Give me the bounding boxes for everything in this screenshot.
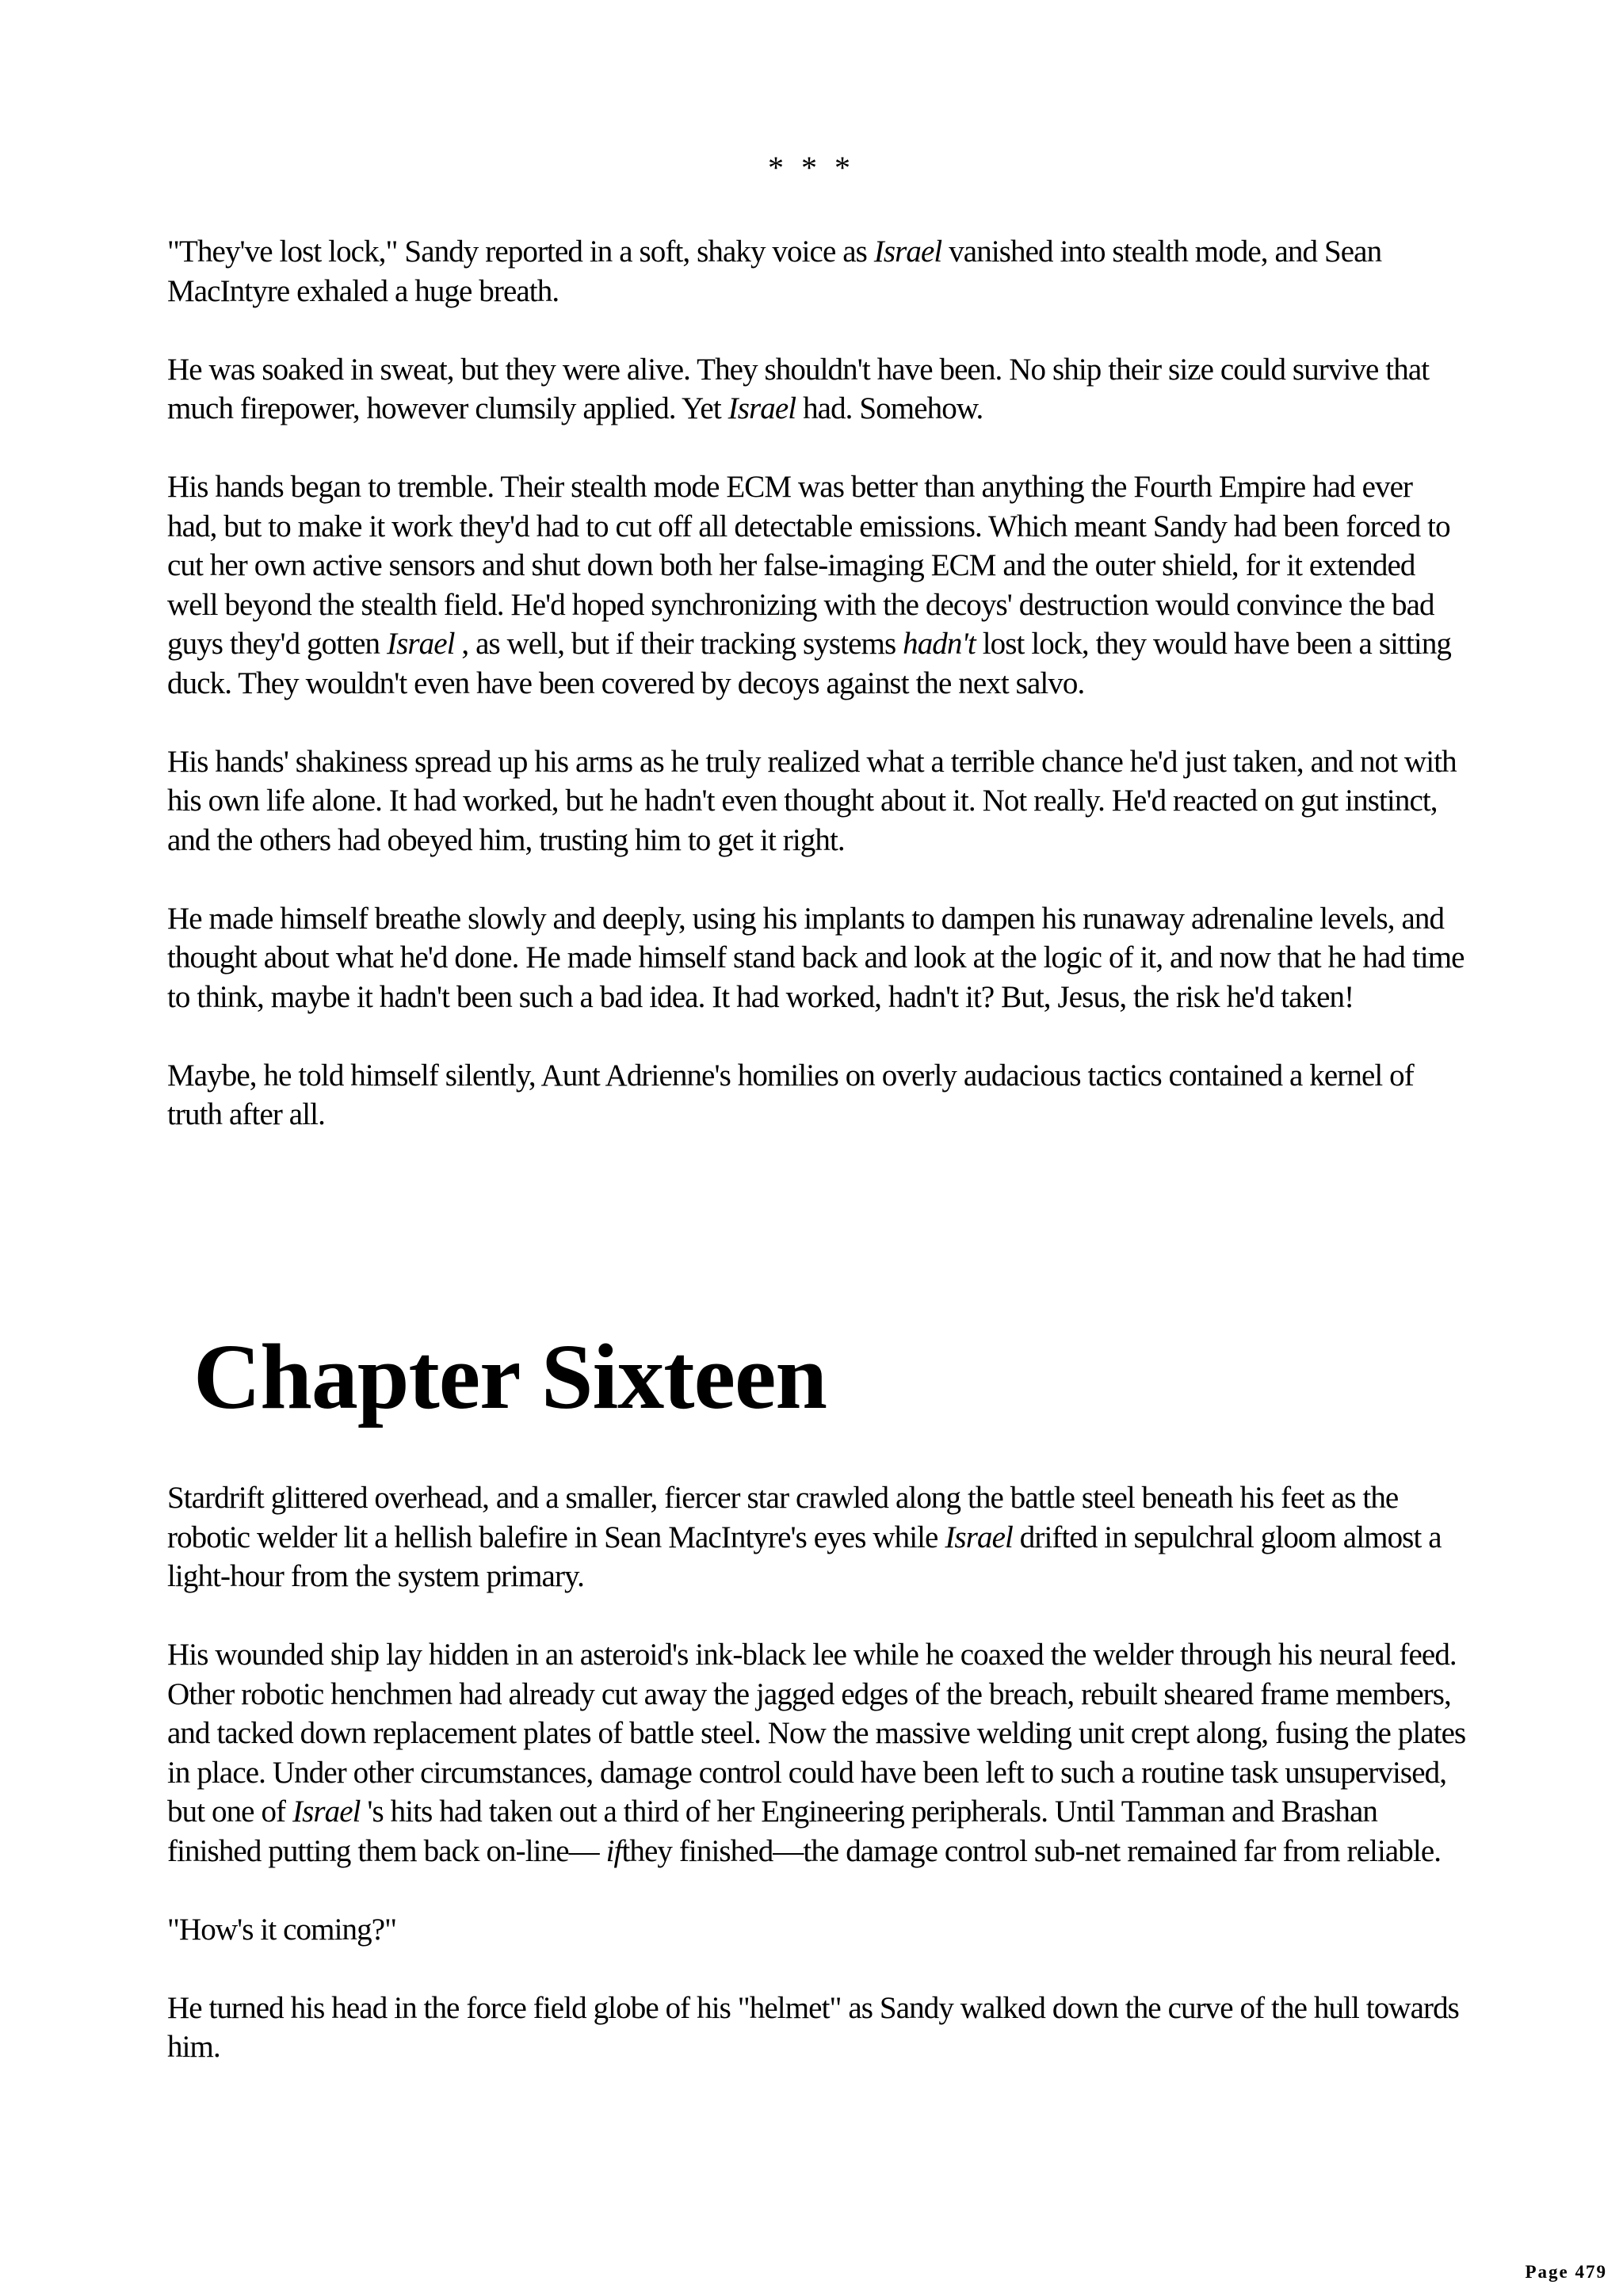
- paragraph: "How's it coming?": [167, 1912, 397, 1947]
- body-text-before-chapter: [167, 232, 1467, 1135]
- body-text-after-chapter: [167, 1478, 1467, 2067]
- paragraph: He made himself breathe slowly and deeply, using his implants to dampen his runaway adrenaline levels, and thought about what he'd done. He made himself stand back and look at the logic of it, and now that he had time to think, maybe it hadn't been such a bad idea. It had worked, hadn't it? But, Jesus, the risk he'd taken!: [167, 901, 1465, 1014]
- paragraph: "They've lost lock," Sandy reported in a soft, shaky voice as Israel vanished into stealth mode, and Sean MacIntyre exhaled a huge breath.: [167, 235, 1382, 308]
- paragraph: His hands' shakiness spread up his arms as he truly realized what a terrible chance he'd just taken, and not with his own life alone. It had worked, but he hadn't even thought about it. Not really. He'd reacted on gut instinct, and the others had obeyed him, trusting him to get it right.: [167, 744, 1457, 857]
- scene-break: * * *: [768, 150, 855, 185]
- paragraph: His hands began to tremble. Their stealth mode ECM was better than anything the Fourth Empire had ever had, but to make it work they'd had to cut off all detectable emissions. Which meant Sandy had been forced to cut her own active sensors and shut down both her false-imaging ECM and the outer shield, for it extended well beyond the stealth field. He'd hoped synchronizing with the decoys' destruction would convince the bad guys they'd gotten Israel , as well, but if their tracking systems hadn't lost lock, they would have been a sitting duck. They wouldn't even have been covered by decoys against the next salvo.: [167, 470, 1452, 700]
- paragraph: He turned his head in the force field globe of his "helmet" as Sandy walked down the curve of the hull towards him.: [167, 1990, 1459, 2064]
- paragraph: He was soaked in sweat, but they were alive. They shouldn't have been. No ship their size could survive that much firepower, however clumsily applied. Yet Israel had. Somehow.: [167, 352, 1430, 425]
- paragraph: Stardrift glittered overhead, and a smaller, fiercer star crawled along the battle steel beneath his feet as the robotic welder lit a hellish balefire in Sean MacIntyre's eyes while Israel drifted in sepulchral gloom almost a light-hour from the system primary.: [167, 1481, 1442, 1593]
- chapter-title: Chapter Sixteen: [193, 1325, 827, 1428]
- paragraph: Maybe, he told himself silently, Aunt Adrienne's homilies on overly audacious tactics contained a kernel of truth after all.: [167, 1058, 1414, 1131]
- paragraph: His wounded ship lay hidden in an asteroid's ink-black lee while he coaxed the welder through his neural feed. Other robotic henchmen had already cut away the jagged edges of the breach, rebuilt sheared frame members, and tacked down replacement plates of battle steel. Now the massive welding unit crept along, fusing the plates in place. Under other circumstances, damage control could have been left to such a routine task unsupervised, but one of Israel 's hits had taken out a third of her Engineering peripherals. Until Tamman and Brashan finished putting them back on-line— ifthey finished—the damage control sub-net remained far from reliable.: [167, 1638, 1466, 1868]
- page-number: Page 479: [1525, 2262, 1607, 2282]
